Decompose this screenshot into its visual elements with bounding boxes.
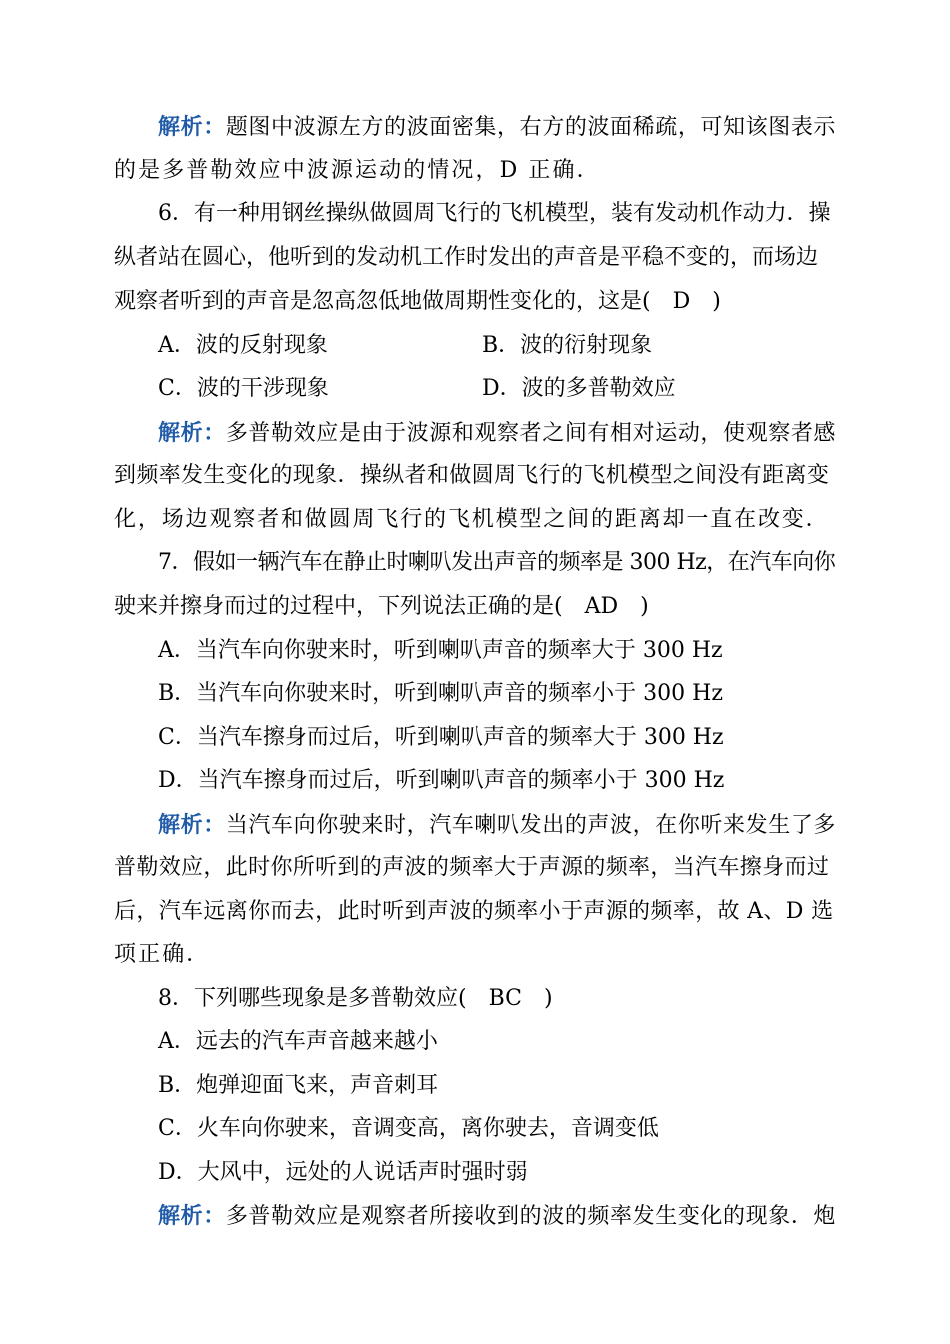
analysis-5-line-2: 的是多普勒效应中波源运动的情况，D 正确．: [114, 158, 601, 183]
analysis-7-line-3: 后，汽车远离你而去，此时听到声波的频率小于声源的频率，故 A、D 选: [114, 899, 834, 924]
question-8-line-1: 8．下列哪些现象是多普勒效应( BC ): [158, 986, 553, 1011]
question-6-option-d: D．波的多普勒效应: [482, 376, 676, 401]
question-6-option-a: A．波的反射现象: [158, 333, 328, 358]
question-8-option-c: C．火车向你驶来，音调变高，离你驶去，音调变低: [158, 1116, 659, 1141]
question-8-option-a: A．远去的汽车声音越来越小: [158, 1029, 438, 1054]
analysis-text: 多普勒效应是观察者所接收到的波的频率发生变化的现象．炮: [225, 1204, 837, 1229]
analysis-7-line-1: [158, 810, 836, 840]
analysis-label: 解析：: [158, 420, 226, 446]
analysis-6-line-2: 到频率发生变化的现象．操纵者和做圆周飞行的飞机模型之间没有距离变: [114, 463, 830, 488]
question-7-option-b: B．当汽车向你驶来时，听到喇叭声音的频率小于 300 Hz: [158, 681, 723, 706]
analysis-7-line-2: 普勒效应，此时你所听到的声波的频率大于声源的频率，当汽车擦身而过: [114, 855, 830, 880]
analysis-7-line-4: 项正确．: [114, 942, 211, 967]
question-7-option-a: A．当汽车向你驶来时，听到喇叭声音的频率大于 300 Hz: [158, 638, 723, 663]
question-7-option-c: C．当汽车擦身而过后，听到喇叭声音的频率大于 300 Hz: [158, 725, 724, 750]
analysis-5-line-1: [158, 112, 836, 142]
analysis-label: 解析：: [158, 1203, 226, 1229]
analysis-text: 当汽车向你驶来时，汽车喇叭发出的声波，在你听来发生了多: [225, 813, 837, 838]
question-6-option-c: C．波的干涉现象: [158, 376, 329, 401]
analysis-text: 题图中波源左方的波面密集，右方的波面稀疏，可知该图表示: [225, 115, 837, 140]
question-8-option-b: B．炮弹迎面飞来，声音刺耳: [158, 1073, 439, 1098]
question-6-line-3: 观察者听到的声音是忽高忽低地做周期性变化的，这是( D ): [114, 289, 721, 314]
analysis-text: 多普勒效应是由于波源和观察者之间有相对运动，使观察者感: [225, 421, 837, 446]
question-6-line-2: 纵者站在圆心，他听到的发动机工作时发出的声音是平稳不变的，而场边: [114, 245, 819, 270]
question-6-line-1: 6．有一种用钢丝操纵做圆周飞行的飞机模型，装有发动机作动力．操: [158, 201, 831, 226]
analysis-6-line-3: 化，场边观察者和做圆周飞行的飞机模型之间的距离却一直在改变．: [114, 507, 830, 532]
analysis-8-line-1: [158, 1201, 836, 1231]
analysis-label: 解析：: [158, 114, 226, 140]
question-7-line-2: 驶来并擦身而过的过程中，下列说法正确的是( AD ): [114, 594, 649, 619]
analysis-label: 解析：: [158, 812, 226, 838]
analysis-6-line-1: [158, 418, 836, 448]
question-8-option-d: D．大风中，远处的人说话声时强时弱: [158, 1160, 528, 1185]
question-7-line-1: 7．假如一辆汽车在静止时喇叭发出声音的频率是 300 Hz，在汽车向你: [158, 550, 836, 575]
question-6-option-b: B．波的衍射现象: [482, 333, 653, 358]
question-7-option-d: D．当汽车擦身而过后，听到喇叭声音的频率小于 300 Hz: [158, 768, 725, 793]
